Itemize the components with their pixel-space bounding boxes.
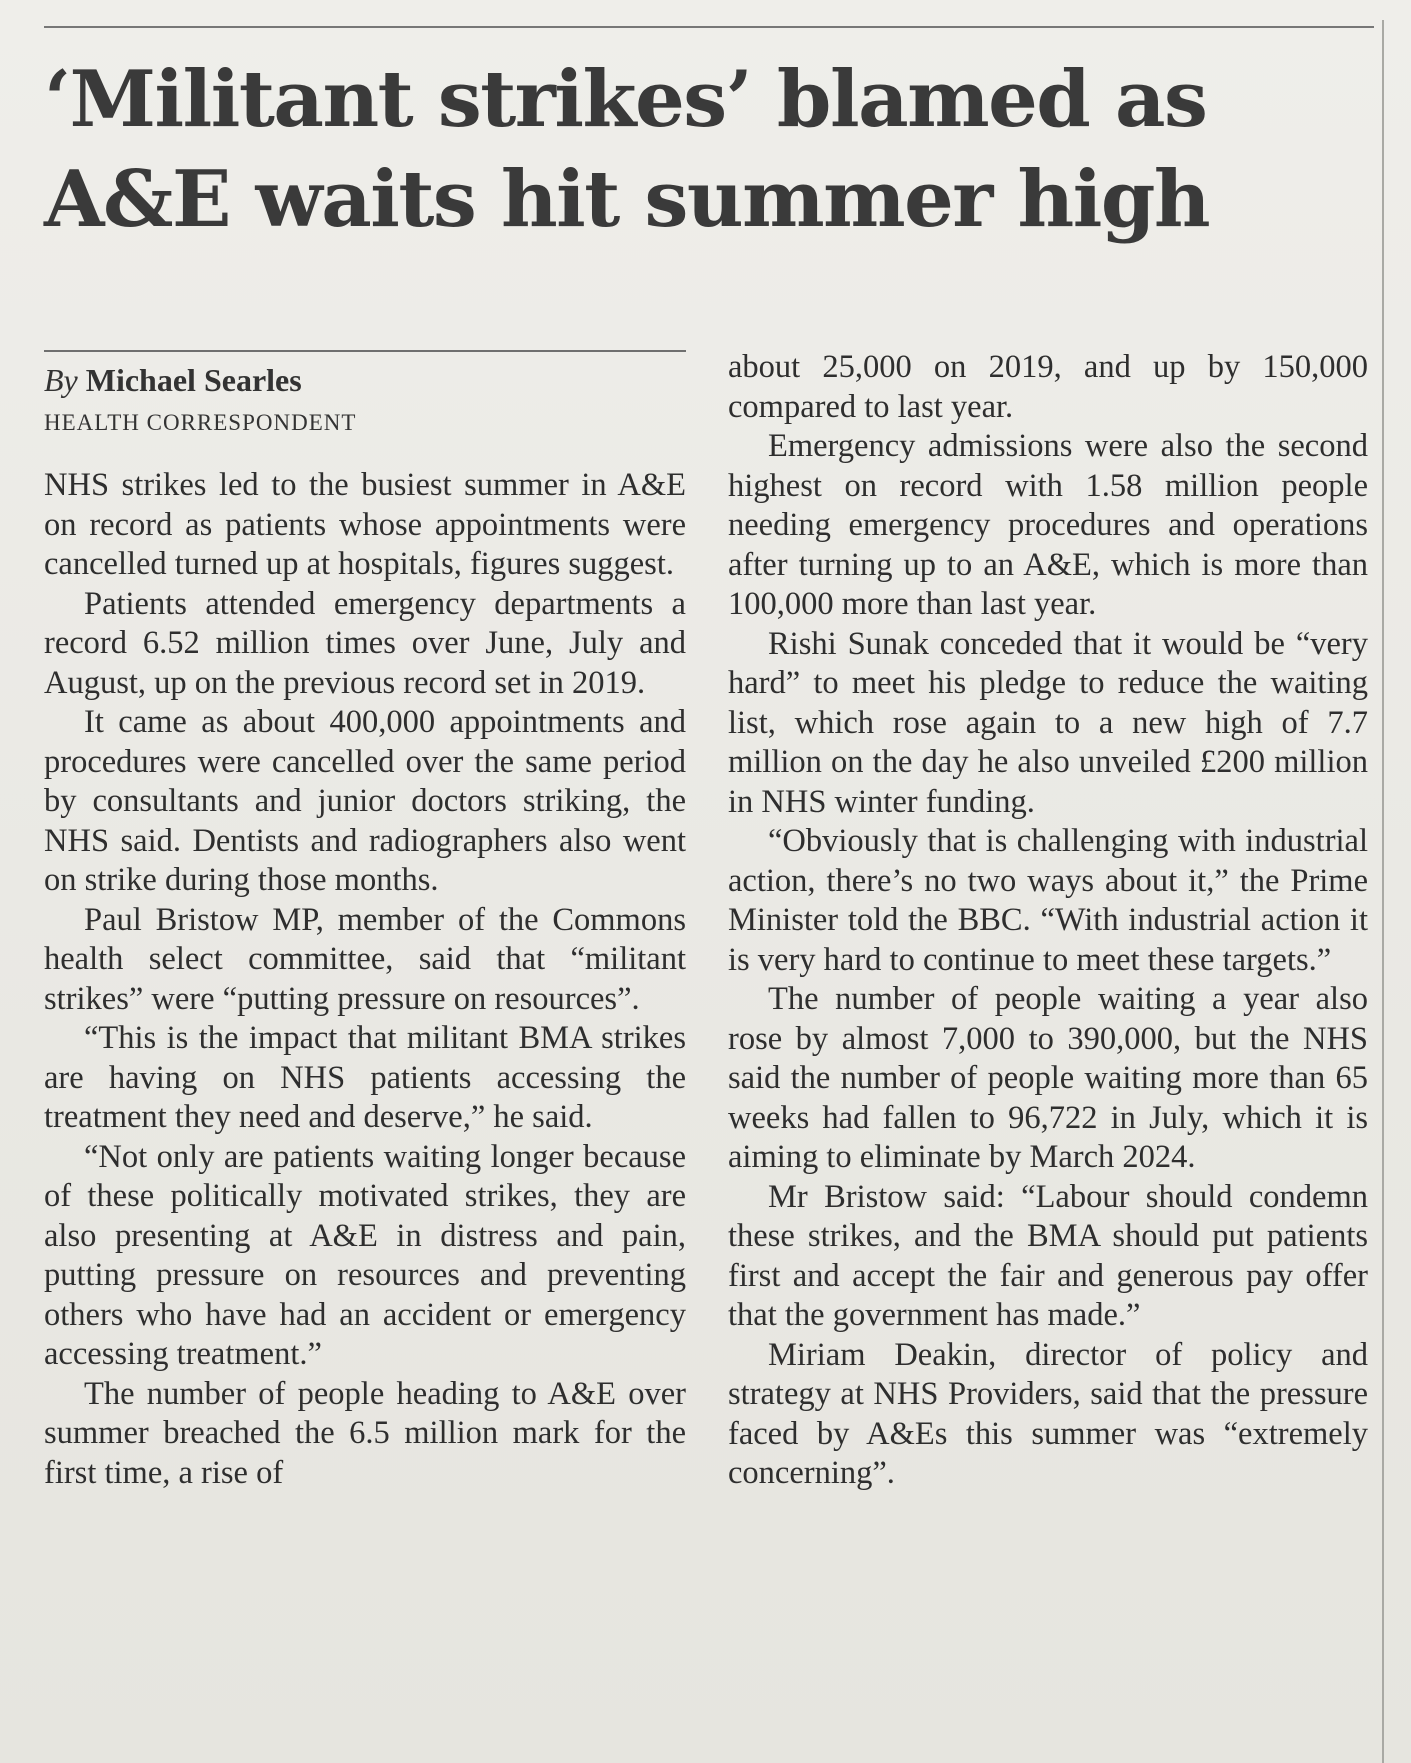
paragraph: Miriam Deakin, director of policy and strategy at NHS Providers, said that the pressure faced by A&Es this summer was “extremely concerning”. <box>728 1336 1368 1491</box>
paragraph: Rishi Sunak conceded that it would be “very hard” to meet his pledge to reduce the waiting list, which rose again to a new high of 7.7 million on the day he also unveiled £200 million in NHS winter funding. <box>728 625 1368 820</box>
headline-line-2: A&E waits hit summer high <box>44 154 1210 245</box>
paragraph: “Obviously that is challenging with industrial action, there’s no two ways about it,” the Prime Minister told the BBC. “With industrial action it is very hard to continue to meet these targets.” <box>728 823 1368 978</box>
byline-role: HEALTH CORRESPONDENT <box>44 410 357 435</box>
byline-by: By <box>44 362 78 398</box>
column-edge-rule <box>1382 20 1384 1763</box>
byline-rule <box>44 350 686 352</box>
article-column-left <box>44 466 686 1493</box>
paragraph: The number of people heading to A&E over summer breached the 6.5 million mark for the first time, a rise of <box>44 1375 686 1491</box>
paragraph: Emergency admissions were also the second highest on record with 1.58 million people needing emergency procedures and operations after turning up to an A&E, which is more than 100,000 more than last year. <box>728 428 1368 622</box>
top-rule <box>44 26 1374 28</box>
article-column-right <box>728 348 1368 1494</box>
paragraph: The number of people waiting a year also rose by almost 7,000 to 390,000, but the NHS said the number of people waiting more than 65 weeks had fallen to 96,722 in July, which it is aiming to eliminate by March 2024. <box>728 981 1368 1175</box>
byline <box>44 360 686 400</box>
byline-author: Michael Searles <box>85 362 302 398</box>
headline-line-1: ‘Militant strikes’ blamed as <box>44 54 1207 145</box>
paragraph: “Not only are patients waiting longer because of these politically motivated strikes, they are also presenting at A&E in distress and pain, putting pressure on resources and preventing others who have had an accident or emergency accessing treatment.” <box>44 1138 686 1372</box>
paragraph: about 25,000 on 2019, and up by 150,000 compared to last year. <box>728 349 1368 425</box>
paragraph: “This is the impact that militant BMA strikes are having on NHS patients accessing the treatment they need and deserve,” he said. <box>44 1020 686 1135</box>
paragraph: Patients attended emergency departments a record 6.52 million times over June, July and August, up on the previous record set in 2019. <box>44 585 686 701</box>
paragraph: It came as about 400,000 appointments and procedures were cancelled over the same period by consultants and junior doctors striking, the NHS said. Dentists and radiographers also went on strike during those months. <box>44 704 686 898</box>
paragraph: Mr Bristow said: “Labour should condemn these strikes, and the BMA should put patients first and accept the fair and generous pay offer that the government has made.” <box>728 1178 1368 1333</box>
paragraph: NHS strikes led to the busiest summer in A&E on record as patients whose appointments were cancelled turned up at hospitals, figures suggest. <box>44 467 686 582</box>
headline <box>44 50 1364 250</box>
paragraph: Paul Bristow MP, member of the Commons health select committee, said that “militant strikes” were “putting pressure on resources”. <box>44 901 686 1017</box>
